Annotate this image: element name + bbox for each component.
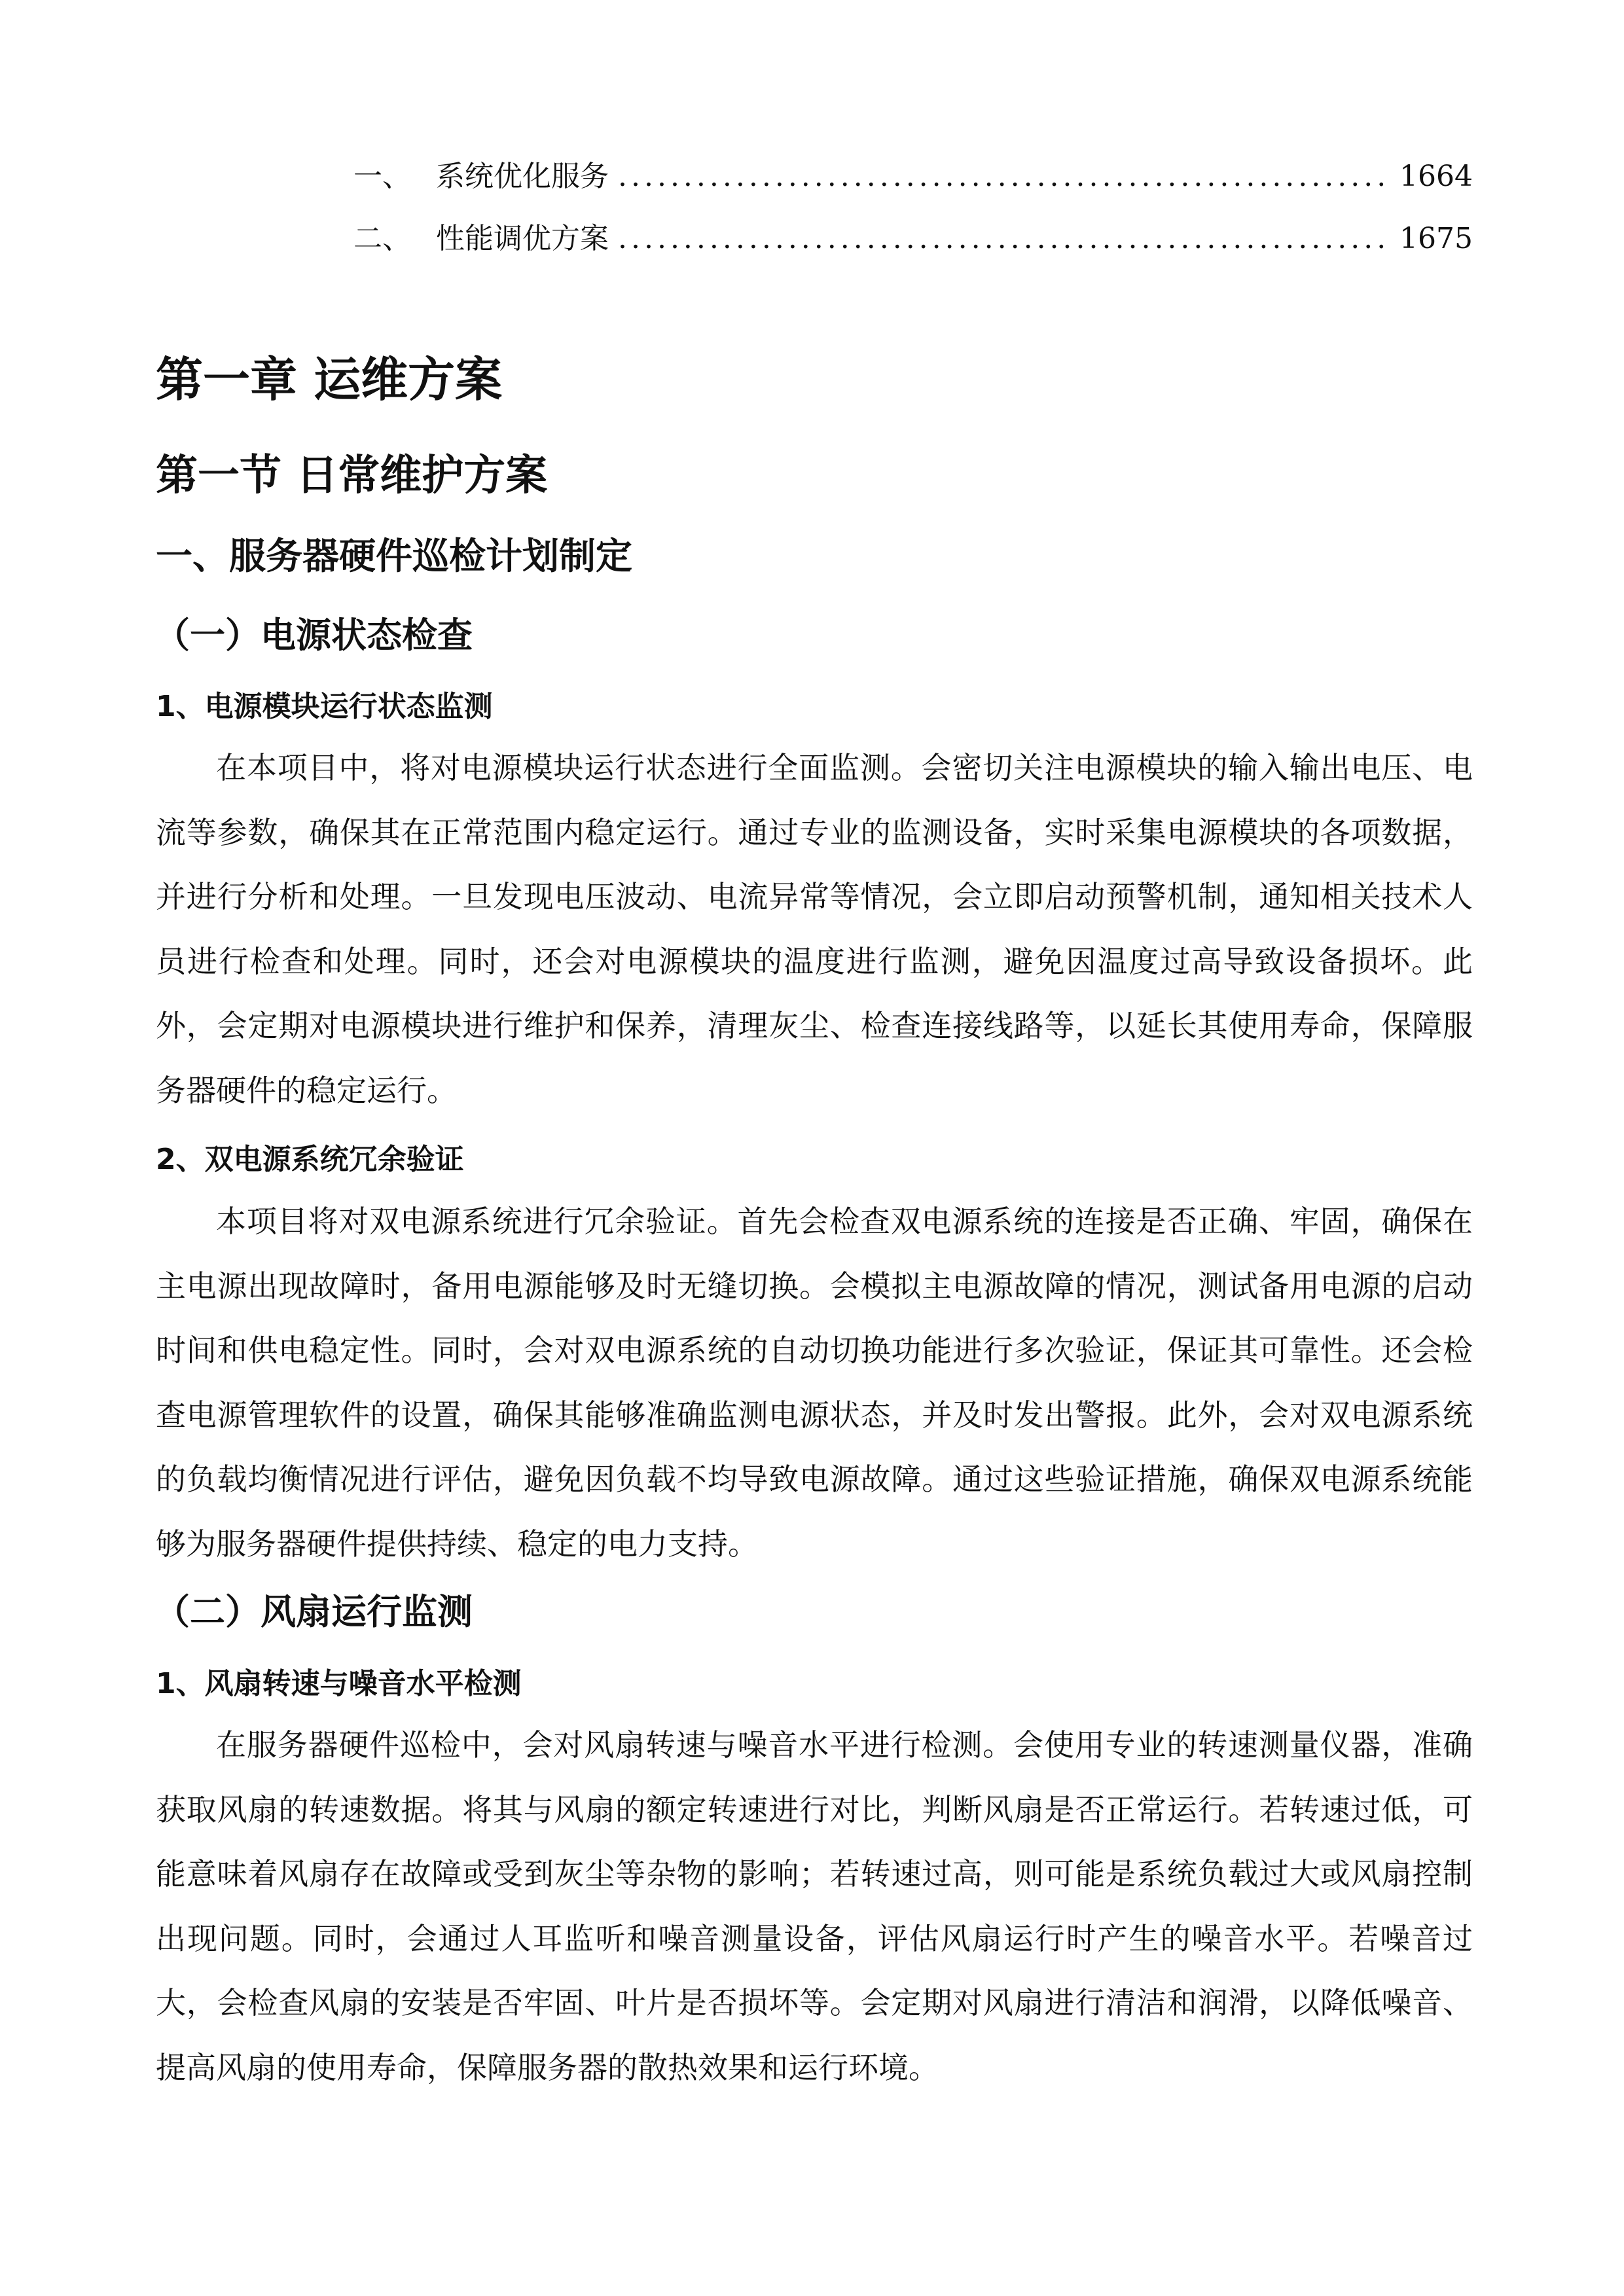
subsection-heading: （二）风扇运行监测 — [154, 1591, 473, 1632]
body-paragraph: 本项目将对双电源系统进行冗余验证。首先会检查双电源系统的连接是否正确、牢固，确保在主电源出现故障时，备用电源能够及时无缝切换。会模拟主电源故障的情况，测试备用电源的启动时间和供电稳定性。同时，会对双电源系统的自动切换功能进行多次验证，保证其可靠性。还会检查电源管理软件的设置，确保其能够准确监测电源状态，并及时发出警报。此外，会对双电源系统的负载均衡情况进行评估，避免因负载不均导致电源故障。通过这些验证措施，确保双电源系统能够为服务器硬件提供持续、稳定的电力支持。 — [156, 1204, 1473, 1562]
toc-entry-page: 1664 — [1399, 160, 1473, 193]
subsection-heading: （一）电源状态检查 — [154, 615, 473, 656]
body-paragraph: 在服务器硬件巡检中，会对风扇转速与噪音水平进行检测。会使用专业的转速测量仪器，准确获取风扇的转速数据。将其与风扇的额定转速进行对比，判断风扇是否正常运行。若转速过低，可能意味着风扇存在故障或受到灰尘等杂物的影响；若转速过高，则可能是系统负载过大或风扇控制出现问题。同时，会通过人耳监听和噪音测量设备，评估风扇运行时产生的噪音水平。若噪音过大，会检查风扇的安装是否牢固、叶片是否损坏等。会定期对风扇进行清洁和润滑，以降低噪音、提高风扇的使用寿命，保障服务器的散热效果和运行环境。 — [156, 1727, 1473, 2085]
chapter-heading: 第一章 运维方案 — [156, 352, 503, 407]
item-heading: 2、双电源系统冗余验证 — [156, 1143, 464, 1176]
item-heading: 1、风扇转速与噪音水平检测 — [156, 1667, 522, 1700]
toc-entry-number: 二、 — [353, 222, 411, 255]
toc-leader-dots — [618, 219, 1390, 259]
toc-entry[interactable] — [353, 219, 1473, 259]
toc-leader-dots — [618, 157, 1390, 196]
toc-entry[interactable] — [353, 157, 1473, 196]
toc-entry-title: 系统优化服务 — [436, 160, 609, 193]
body-paragraph: 在本项目中，将对电源模块运行状态进行全面监测。会密切关注电源模块的输入输出电压、电流等参数，确保其在正常范围内稳定运行。通过专业的监测设备，实时采集电源模块的各项数据，并进行分析和处理。一旦发现电压波动、电流异常等情况，会立即启动预警机制，通知相关技术人员进行检查和处理。同时，还会对电源模块的温度进行监测，避免因温度过高导致设备损坏。此外，会定期对电源模块进行维护和保养，清理灰尘、检查连接线路等，以延长其使用寿命，保障服务器硬件的稳定运行。 — [156, 750, 1473, 1108]
section-heading: 第一节 日常维护方案 — [156, 452, 548, 500]
toc-entry-number: 一、 — [353, 160, 411, 193]
toc-entry-page: 1675 — [1399, 222, 1473, 255]
level1-heading: 一、服务器硬件巡检计划制定 — [156, 535, 632, 578]
item-heading: 1、电源模块运行状态监测 — [156, 690, 493, 723]
toc-entry-title: 性能调优方案 — [436, 222, 609, 255]
